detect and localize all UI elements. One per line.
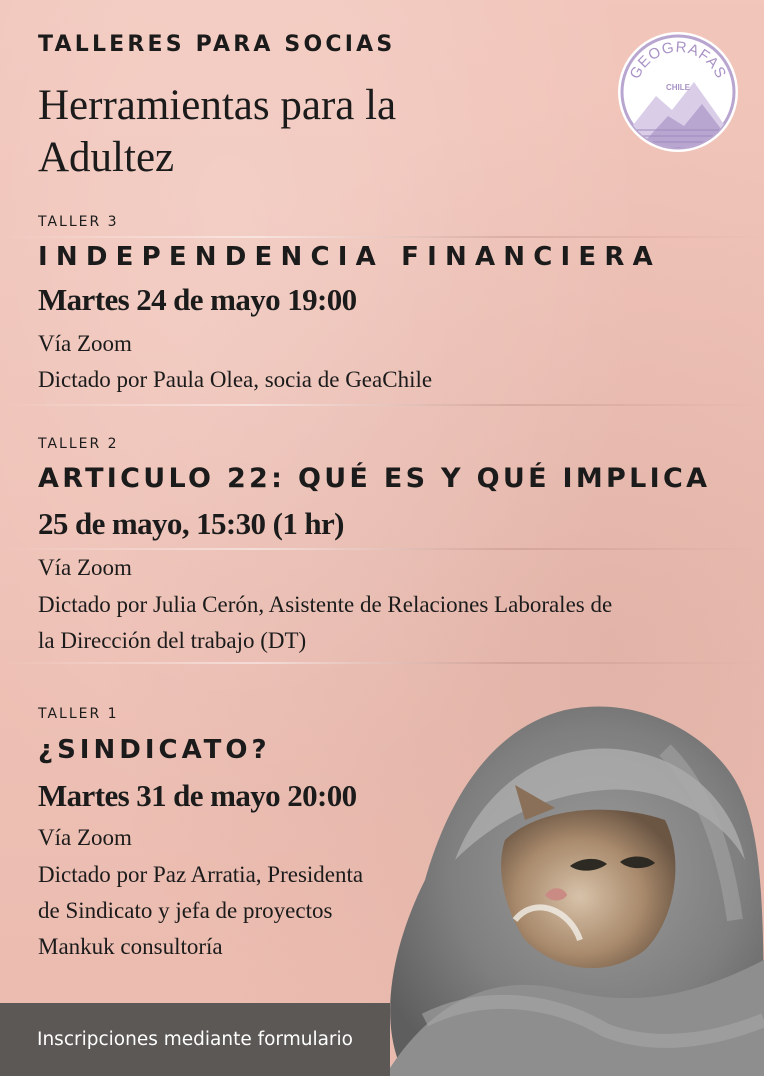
- paper-fold: [0, 236, 764, 238]
- registration-text: Inscripciones mediante formulario: [37, 1029, 353, 1050]
- taller-dictado-line3: Mankuk consultoría: [38, 934, 223, 959]
- taller-date: Martes 24 de mayo 19:00: [38, 282, 357, 317]
- taller-label: TALLER 3: [38, 214, 119, 230]
- paper-fold: [0, 404, 764, 406]
- taller-dictado: Dictado por Julia Cerón, Asistente de Relaciones Laborales de: [38, 592, 613, 617]
- logo-name: GEOGRAFAS: [626, 38, 730, 82]
- taller-title: INDEPENDENCIA FINANCIERA: [38, 242, 661, 272]
- registration-footer-bar[interactable]: [0, 1003, 390, 1076]
- taller-title: ARTICULO 22: QUÉ ES Y QUÉ IMPLICA: [38, 463, 711, 494]
- page-title: [38, 80, 598, 184]
- taller-label: TALLER 2: [38, 436, 119, 452]
- paper-fold: [0, 662, 764, 664]
- taller-label: TALLER 1: [38, 706, 119, 722]
- taller-via: Vía Zoom: [38, 331, 132, 356]
- taller-date: Martes 31 de mayo 20:00: [38, 778, 357, 813]
- page-title-line1: Herramientas para la: [38, 82, 397, 129]
- page-title-line2: Adultez: [38, 134, 175, 181]
- header-kicker: TALLERES PARA SOCIAS: [38, 32, 396, 57]
- taller-date: 25 de mayo, 15:30 (1 hr): [38, 506, 344, 541]
- taller-title: ¿SINDICATO?: [38, 735, 271, 765]
- geografas-logo: [616, 30, 740, 154]
- taller-via: Vía Zoom: [38, 825, 132, 850]
- taller-dictado-line2: de Sindicato y jefa de proyectos: [38, 898, 333, 923]
- logo-country: CHILE: [666, 83, 690, 92]
- taller-via: Vía Zoom: [38, 555, 132, 580]
- taller-dictado-line2: la Dirección del trabajo (DT): [38, 628, 307, 653]
- taller-dictado: Dictado por Paula Olea, socia de GeaChile: [38, 367, 433, 392]
- taller-dictado: Dictado por Paz Arratia, Presidenta: [38, 862, 364, 887]
